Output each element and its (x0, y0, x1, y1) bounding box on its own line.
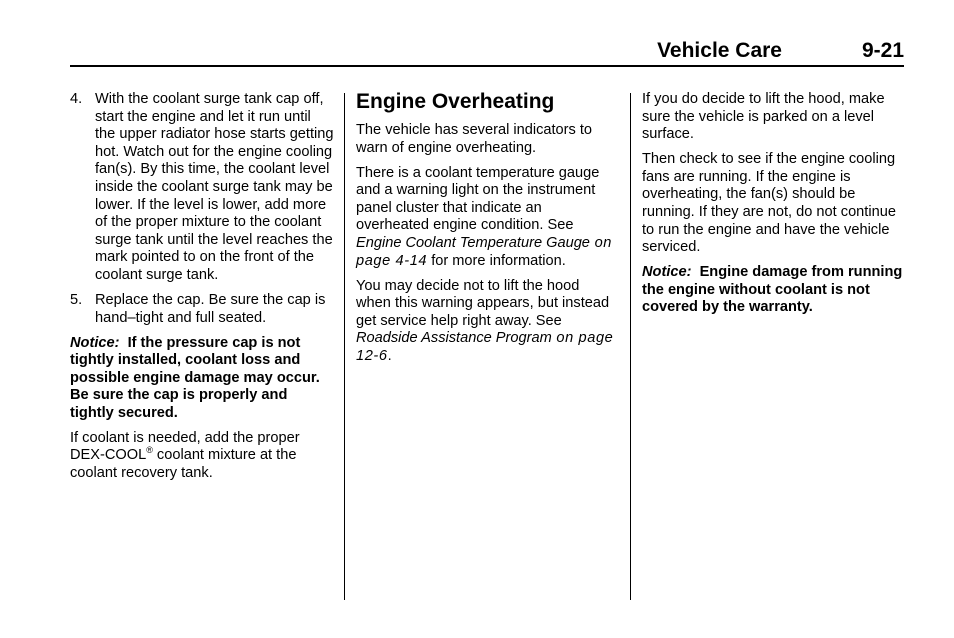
paragraph: The vehicle has several indicators to warn of engine overheating. (356, 122, 593, 156)
notice-text: Engine damage from running the engine without coolant is not covered by the warranty. (642, 264, 903, 316)
list-number: 5. (70, 291, 83, 308)
paragraph-text: for more information. (427, 252, 566, 269)
paragraph: If you do decide to lift the hood, make sure the vehicle is parked on a level surface. (642, 91, 885, 143)
list-text: With the coolant surge tank cap off, start the engine and let it run until the upper radiator hose starts getting hot. Watch out for the engine cooling fan(s). By this time, the coolant level inside the coolant surge tank may be lower. If the level is lower, add more of the proper mixture to the coolant surge tank until the level reaches the mark pointed to on the front of the coolant surge tank. (95, 91, 334, 283)
column-divider-2 (630, 93, 631, 600)
notice-label: Notice: (70, 334, 120, 351)
paragraph-text: There is a coolant temperature gauge and a warning light on the instrument panel cluster that indicate an overheated engine condition. See (356, 164, 600, 234)
notice-paragraph (642, 264, 904, 317)
cross-reference-page[interactable]: on page 12-6 (356, 330, 614, 364)
notice-label: Notice: (642, 264, 692, 281)
paragraph: Then check to see if the engine cooling fans are running. If the engine is overheating, the fan(s) should be running. If they are not, do not continue to run the engine and have the vehicle serviced. (642, 151, 896, 256)
section-title: Vehicle Care (657, 39, 782, 62)
page-number: 9-21 (861, 39, 904, 62)
section-heading: Engine Overheating (356, 90, 555, 113)
cross-reference-page[interactable]: on page 4-14 (356, 234, 613, 269)
cross-reference-link[interactable]: Engine Coolant Temperature Gauge (356, 234, 590, 251)
paragraph (356, 165, 614, 271)
column-middle (356, 91, 614, 373)
paragraph-text: If coolant is needed, add the proper DEX-COOL (70, 429, 300, 464)
column-left (70, 91, 334, 490)
paragraph-text: coolant mixture at the coolant recovery tank. (70, 447, 297, 482)
list-item-5 (70, 292, 334, 327)
column-right (642, 91, 904, 324)
notice-text: If the pressure cap is not tightly installed, coolant loss and possible engine damage may occur. Be sure the cap is properly and tightly secured. (70, 334, 320, 421)
header-rule (70, 65, 904, 67)
column-divider-1 (344, 93, 345, 600)
list-item-4 (70, 91, 334, 285)
page-header (0, 36, 904, 64)
cross-reference-link[interactable]: Roadside Assistance Program (356, 330, 552, 347)
notice-paragraph (70, 335, 334, 423)
coolant-paragraph (70, 430, 334, 483)
list-number: 4. (70, 91, 83, 107)
paragraph-text: You may decide not to lift the hood when this warning appears, but instead get service help right away. See (356, 277, 610, 329)
registered-mark: ® (146, 445, 153, 456)
paragraph (356, 278, 614, 366)
paragraph-text: . (387, 347, 392, 364)
list-text: Replace the cap. Be sure the cap is hand–tight and full seated. (95, 291, 326, 326)
